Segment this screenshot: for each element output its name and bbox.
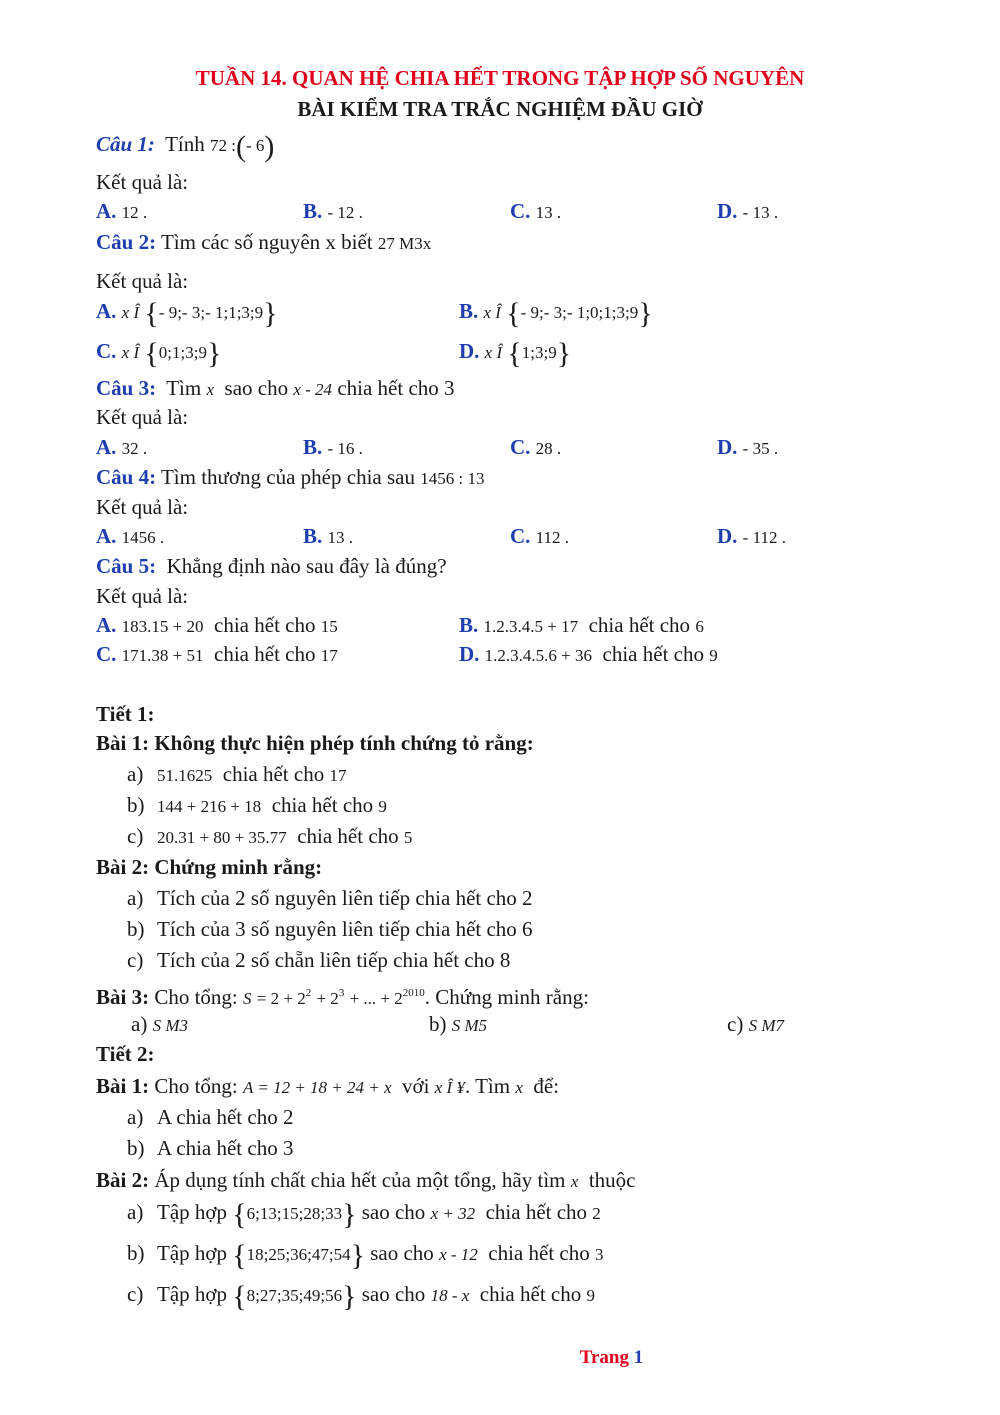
- option-c: [510, 523, 569, 551]
- math-expr: 18 - x: [430, 1286, 470, 1305]
- exercise-label: Bài 3:: [96, 985, 150, 1009]
- option-key: C.: [96, 339, 117, 363]
- option-key: A.: [96, 435, 117, 459]
- option-value: 32 .: [121, 439, 148, 458]
- option-key: D.: [717, 524, 738, 548]
- option-b: [459, 612, 704, 640]
- math-expr: 27 M3x: [377, 234, 432, 253]
- brace-close: }: [342, 1280, 357, 1313]
- math-expr: 183.15 + 20: [121, 617, 204, 636]
- item-text: sao cho: [361, 1282, 426, 1306]
- brace-open: {: [232, 1239, 247, 1272]
- math-var: S: [243, 989, 252, 1008]
- exercise-item: [127, 947, 510, 973]
- option-d: [459, 641, 718, 669]
- exercise-text: để:: [533, 1074, 560, 1098]
- page-footer: [0, 1347, 1000, 1369]
- question-text: Khẳng định nào sau đây là đúng?: [166, 554, 447, 578]
- divisor: 17: [329, 766, 347, 785]
- math-expr: S M5: [451, 1016, 488, 1035]
- math-expr: S M7: [748, 1016, 784, 1035]
- math-expr: x + 32: [430, 1204, 476, 1223]
- math-expr: 1456 : 13: [420, 469, 485, 488]
- set-prefix: x Î: [121, 343, 140, 362]
- item-label: c): [127, 948, 144, 972]
- option-key: A.: [96, 524, 117, 548]
- exercise-text: thuộc: [588, 1168, 636, 1192]
- exercise-item: [127, 823, 412, 851]
- exercise-item: [131, 1011, 188, 1039]
- divisor: 5: [403, 828, 413, 847]
- divisor: 3: [594, 1245, 604, 1264]
- item-text: Tập hợp: [157, 1241, 228, 1265]
- question-text: chia hết cho 3: [337, 376, 455, 400]
- divisor: 2: [592, 1204, 601, 1223]
- page-number: 1: [633, 1347, 644, 1368]
- math-expr: 144 + 216 + 18: [157, 797, 262, 816]
- exercise-text: . Chứng minh rằng:: [424, 985, 589, 1009]
- option-key: B.: [303, 524, 323, 548]
- option-value: - 12 .: [327, 203, 363, 222]
- question-1: [96, 130, 275, 163]
- option-value: - 13 .: [742, 203, 779, 222]
- exercise-2: [96, 1167, 635, 1195]
- question-3: [96, 375, 455, 403]
- exercise-title: Bài 2: Chứng minh rằng:: [96, 855, 323, 879]
- item-label: c): [127, 1282, 144, 1306]
- option-text: chia hết cho: [214, 642, 316, 666]
- page-word: Trang: [579, 1347, 629, 1368]
- item-label: a): [131, 1012, 148, 1036]
- option-b: [303, 434, 363, 462]
- item-text: Tập hợp: [157, 1282, 228, 1306]
- result-label: Kết quả là:: [96, 495, 189, 519]
- math-var: x: [570, 1172, 579, 1191]
- math-expr: 20.31 + 80 + 35.77: [157, 828, 287, 847]
- option-key: B.: [459, 613, 479, 637]
- option-d: [459, 337, 572, 370]
- brace-close: }: [342, 1198, 357, 1231]
- option-key: C.: [510, 435, 531, 459]
- set-prefix: x Î: [121, 303, 140, 322]
- set-prefix: x Î: [483, 303, 501, 322]
- set-values: 18;25;36;47;54: [246, 1245, 351, 1264]
- item-text: Tích của 2 số nguyên liên tiếp chia hết cho 2: [157, 886, 533, 910]
- option-value: 13 .: [535, 203, 562, 222]
- exercise-text: Áp dụng tính chất chia hết của một tổng, hãy tìm: [154, 1168, 566, 1192]
- set-values: 0;1;3;9: [158, 343, 207, 362]
- question-5: [96, 553, 447, 579]
- option-key: B.: [303, 199, 323, 223]
- set-values: - 9;- 3;- 1;0;1;3;9: [520, 303, 639, 322]
- option-text: chia hết cho: [602, 642, 704, 666]
- item-label: b): [127, 1136, 145, 1160]
- page-subtitle: BÀI KIỂM TRA TRẮC NGHIỆM ĐẦU GIỜ: [297, 97, 703, 121]
- option-a: [96, 297, 278, 330]
- exercise-text: . Tìm: [464, 1074, 511, 1098]
- question-label: Câu 1:: [96, 132, 155, 156]
- question-label: Câu 5:: [96, 554, 157, 578]
- option-key: D.: [459, 339, 480, 363]
- option-value: - 35 .: [742, 439, 779, 458]
- math-expr: 1.2.3.4.5.6 + 36: [484, 646, 593, 665]
- brace-open: {: [232, 1280, 247, 1313]
- option-c: [510, 198, 561, 226]
- brace-open: {: [232, 1198, 247, 1231]
- exercise-item: [127, 1280, 595, 1313]
- exercise-item: [127, 1104, 293, 1130]
- item-label: b): [127, 1241, 145, 1265]
- exercise-item: [127, 792, 387, 820]
- option-a: [96, 434, 147, 462]
- exercise-item: [127, 1198, 601, 1231]
- exercise-text: Cho tổng:: [154, 985, 238, 1009]
- option-d: [717, 434, 778, 462]
- brace-close: }: [206, 337, 222, 370]
- exercise-item: [429, 1011, 487, 1039]
- question-2: [96, 229, 431, 257]
- exercise-text: với: [402, 1074, 430, 1098]
- option-d: [717, 523, 786, 551]
- item-label: b): [127, 793, 145, 817]
- item-text: Tích của 2 số chẵn liên tiếp chia hết cho 8: [157, 948, 511, 972]
- option-key: B.: [459, 299, 479, 323]
- brace-close: }: [556, 337, 572, 370]
- question-label: Câu 2:: [96, 230, 157, 254]
- item-label: a): [127, 1200, 144, 1224]
- math-expr: 51.1625: [157, 766, 213, 785]
- math-var: x: [515, 1078, 523, 1097]
- page-title: TUẦN 14. QUAN HỆ CHIA HẾT TRONG TẬP HỢP SỐ NGUYÊN: [195, 66, 805, 90]
- section-heading: Tiết 2:: [96, 1042, 155, 1066]
- question-text: Tính: [165, 132, 205, 156]
- item-text: chia hết cho: [222, 762, 325, 786]
- item-text: A chia hết cho 3: [157, 1136, 294, 1160]
- option-key: A.: [96, 199, 117, 223]
- divisor: 15: [320, 617, 338, 636]
- option-c: [96, 641, 338, 669]
- set-values: 1;3;9: [521, 343, 557, 362]
- option-key: A.: [96, 613, 117, 637]
- item-text: A chia hết cho 2: [157, 1105, 294, 1129]
- item-text: chia hết cho: [271, 793, 374, 817]
- exponent: 3: [338, 987, 345, 999]
- question-text: Tìm các số nguyên x biết: [160, 230, 373, 254]
- divisor: 9: [378, 797, 387, 816]
- divisor: 9: [586, 1286, 595, 1305]
- option-value: 28 .: [535, 439, 562, 458]
- paren-open: (: [235, 130, 246, 163]
- option-text: chia hết cho: [588, 613, 691, 637]
- result-label: Kết quả là:: [96, 584, 189, 608]
- option-key: A.: [96, 299, 117, 323]
- option-a: [96, 612, 338, 640]
- option-b: [303, 198, 363, 226]
- question-4: [96, 464, 484, 492]
- brace-open: {: [506, 297, 521, 330]
- brace-close: }: [263, 297, 278, 330]
- divisor: 9: [709, 646, 718, 665]
- exercise-title: Bài 1: Không thực hiện phép tính chứng tỏ rằng:: [96, 731, 534, 755]
- exponent: 2010: [402, 987, 425, 999]
- set-values: 8;27;35;49;56: [246, 1286, 343, 1305]
- item-label: c): [127, 824, 144, 848]
- option-key: D.: [459, 642, 480, 666]
- math-expr: 1.2.3.4.5 + 17: [483, 617, 579, 636]
- option-a: [96, 523, 164, 551]
- option-text: chia hết cho: [214, 613, 316, 637]
- option-b: [303, 523, 353, 551]
- option-value: - 112 .: [742, 528, 786, 547]
- exercise-item: [127, 916, 533, 942]
- option-c: [510, 434, 561, 462]
- question-label: Câu 4:: [96, 465, 157, 489]
- divisor: 6: [695, 617, 704, 636]
- exercise-label: Bài 2:: [96, 1168, 150, 1192]
- math-expr: 171.38 + 51: [121, 646, 204, 665]
- option-value: 1456 .: [121, 528, 165, 547]
- paren-close: ): [264, 130, 275, 163]
- brace-close: }: [350, 1239, 365, 1272]
- option-d: [717, 198, 778, 226]
- item-label: a): [127, 762, 144, 786]
- option-key: D.: [717, 435, 738, 459]
- option-value: 13 .: [327, 528, 354, 547]
- exercise-label: Bài 1:: [96, 1074, 150, 1098]
- item-text: chia hết cho: [297, 824, 399, 848]
- option-key: C.: [510, 524, 531, 548]
- option-value: 12 .: [121, 203, 148, 222]
- exponent: 2: [305, 987, 312, 999]
- item-text: Tập hợp: [157, 1200, 228, 1224]
- item-text: chia hết cho: [488, 1241, 590, 1265]
- set-prefix: x Î: [484, 343, 503, 362]
- brace-open: {: [144, 337, 159, 370]
- math-expr: x - 12: [439, 1245, 478, 1264]
- brace-open: {: [144, 297, 159, 330]
- section-heading: Tiết 1:: [96, 702, 155, 726]
- option-key: D.: [717, 199, 738, 223]
- math-expr: = 2 + 2: [256, 989, 306, 1008]
- question-label: Câu 3:: [96, 376, 157, 400]
- math-expr: A = 12 + 18 + 24 + x: [243, 1078, 392, 1097]
- exercise-item: [727, 1011, 784, 1039]
- option-key: C.: [96, 642, 117, 666]
- item-text: chia hết cho: [479, 1282, 582, 1306]
- set-values: 6;13;15;28;33: [246, 1204, 343, 1223]
- item-text: Tích của 3 số nguyên liên tiếp chia hết cho 6: [157, 917, 533, 941]
- brace-open: {: [507, 337, 522, 370]
- question-text: Tìm thương của phép chia sau: [160, 465, 415, 489]
- exercise-item: [127, 1239, 604, 1272]
- option-b: [459, 297, 653, 330]
- option-key: B.: [303, 435, 323, 459]
- exercise-item: [127, 761, 346, 789]
- item-label: b): [127, 917, 145, 941]
- item-text: sao cho: [370, 1241, 434, 1265]
- exercise-1: [96, 1073, 559, 1101]
- math-var: x: [206, 380, 215, 399]
- option-value: 112 .: [535, 528, 570, 547]
- math-expr: S M3: [152, 1016, 188, 1035]
- math-expr: 72 :: [209, 136, 236, 155]
- exercise-text: Cho tổng:: [154, 1074, 238, 1098]
- math-expr: + 2: [316, 989, 339, 1008]
- item-label: a): [127, 886, 144, 910]
- exercise-item: [127, 885, 533, 911]
- set-values: - 9;- 3;- 1;1;3;9: [158, 303, 264, 322]
- math-expr: + ... + 2: [349, 989, 403, 1008]
- math-expr: - 6: [245, 136, 265, 155]
- exercise-3: [96, 980, 589, 1012]
- result-label: Kết quả là:: [96, 405, 189, 429]
- math-expr: x Î ¥: [434, 1078, 465, 1097]
- divisor: 17: [320, 646, 338, 665]
- item-label: b): [429, 1012, 447, 1036]
- item-label: a): [127, 1105, 144, 1129]
- option-a: [96, 198, 147, 226]
- option-key: C.: [510, 199, 531, 223]
- item-text: sao cho: [361, 1200, 426, 1224]
- brace-close: }: [638, 297, 653, 330]
- question-text: sao cho: [224, 376, 289, 400]
- item-label: c): [727, 1012, 744, 1036]
- option-value: - 16 .: [327, 439, 363, 458]
- exercise-item: [127, 1135, 293, 1161]
- item-text: chia hết cho: [485, 1200, 588, 1224]
- result-label: Kết quả là:: [96, 269, 189, 293]
- option-c: [96, 337, 222, 370]
- question-text: Tìm: [166, 376, 202, 400]
- math-expr: x - 24: [293, 380, 333, 399]
- result-label: Kết quả là:: [96, 170, 189, 194]
